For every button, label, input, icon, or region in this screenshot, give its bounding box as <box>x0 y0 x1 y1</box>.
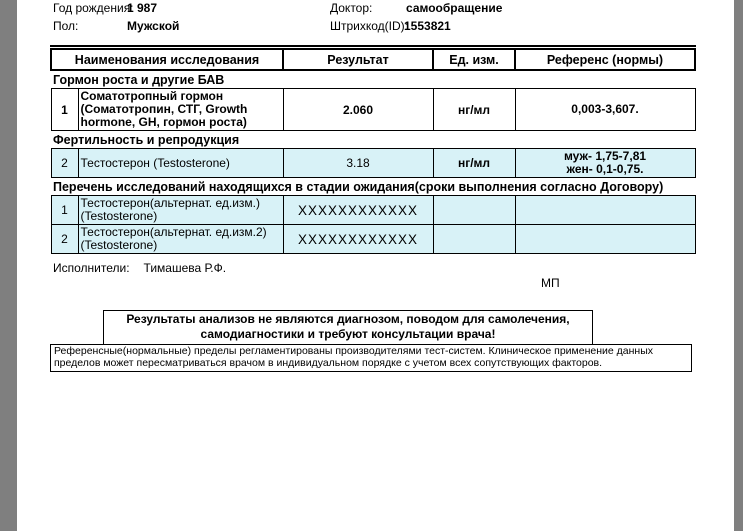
test-reference <box>515 149 695 178</box>
warning-line2: самодиагностики и требуют консультации врача! <box>200 327 496 341</box>
section-growth-hormone <box>51 70 695 89</box>
executors-label: Исполнители: <box>53 261 130 275</box>
stamp-placeholder: МП <box>541 276 560 290</box>
warning-box <box>103 310 593 345</box>
table-row-pending-1 <box>51 196 695 225</box>
table-header-row <box>51 48 695 71</box>
table-row-testosterone <box>51 149 695 178</box>
test-name: Соматотропный гормон (Соматотропин, СТГ, Growth hormone, GH, гормон роста) <box>78 89 283 131</box>
section-title: Фертильность и репродукция <box>51 131 695 149</box>
section-title: Перечень исследований находящихся в стадии ожидания(сроки выполнения согласно Договору) <box>51 178 695 196</box>
test-result: 2.060 <box>283 89 433 131</box>
test-name-line1: Тестостерон(альтернат. ед.изм.2) <box>80 225 267 239</box>
column-header-result: Результат <box>283 48 433 71</box>
test-result-pending <box>283 196 433 225</box>
reference-female: жен- 0,1-0,75. <box>566 162 644 176</box>
test-name <box>78 196 283 225</box>
test-unit-empty <box>433 225 515 254</box>
disclaimer-box: Референсные(нормальные) пределы регламентированы производителями тест-систем. Клиническое применение данных пределов может пересматриваться врачом в индивидуальном порядке с учетом всех сопутствующих факторов. <box>50 344 692 372</box>
executors-value: Тимашева Р.Ф. <box>143 261 227 275</box>
row-number: 2 <box>51 225 78 254</box>
test-reference: 0,003-3,607. <box>515 89 695 131</box>
barcode-label: Штрихкод(ID): <box>330 19 408 33</box>
row-number: 2 <box>51 149 78 178</box>
row-number: 1 <box>51 89 78 131</box>
table-row-somatotropin <box>51 89 695 131</box>
column-header-reference: Референс (нормы) <box>515 48 695 71</box>
test-unit: нг/мл <box>433 149 515 178</box>
row-number: 1 <box>51 196 78 225</box>
masked-result: XXXXXXXXXXXX <box>297 231 419 247</box>
birth-year-label: Год рождения: <box>53 1 134 15</box>
section-pending <box>51 178 695 196</box>
warning-line1: Результаты анализов не являются диагнозом, поводом для самолечения, <box>126 312 570 326</box>
test-name-line2: (Testosterone) <box>80 238 158 252</box>
table-row-pending-2 <box>51 225 695 254</box>
page-edge-left <box>0 0 17 531</box>
column-header-name: Наименования исследования <box>51 48 283 71</box>
reference-male: муж- 1,75-7,81 <box>563 149 647 163</box>
section-fertility <box>51 131 695 149</box>
test-name <box>78 225 283 254</box>
column-header-unit: Ед. изм. <box>433 48 515 71</box>
doctor-value: самообращение <box>406 1 503 15</box>
test-name-line2: (Testosterone) <box>80 209 158 223</box>
sex-label: Пол: <box>53 19 79 33</box>
doctor-label: Доктор: <box>330 1 373 15</box>
section-title: Гормон роста и другие БАВ <box>51 70 695 89</box>
test-unit: нг/мл <box>433 89 515 131</box>
test-result: 3.18 <box>283 149 433 178</box>
sex-value: Мужской <box>127 19 180 33</box>
birth-year-value: 1 987 <box>127 1 158 15</box>
test-result-pending <box>283 225 433 254</box>
test-name: Тестостерон (Testosterone) <box>78 149 283 178</box>
test-reference-empty <box>515 225 695 254</box>
executors-line <box>53 261 226 275</box>
page-edge-right <box>734 0 743 531</box>
test-unit-empty <box>433 196 515 225</box>
barcode-value: 1553821 <box>404 19 451 33</box>
results-table <box>50 45 696 254</box>
test-reference-empty <box>515 196 695 225</box>
masked-result: XXXXXXXXXXXX <box>297 202 419 218</box>
test-name-line1: Тестостерон(альтернат. ед.изм.) <box>80 196 260 210</box>
